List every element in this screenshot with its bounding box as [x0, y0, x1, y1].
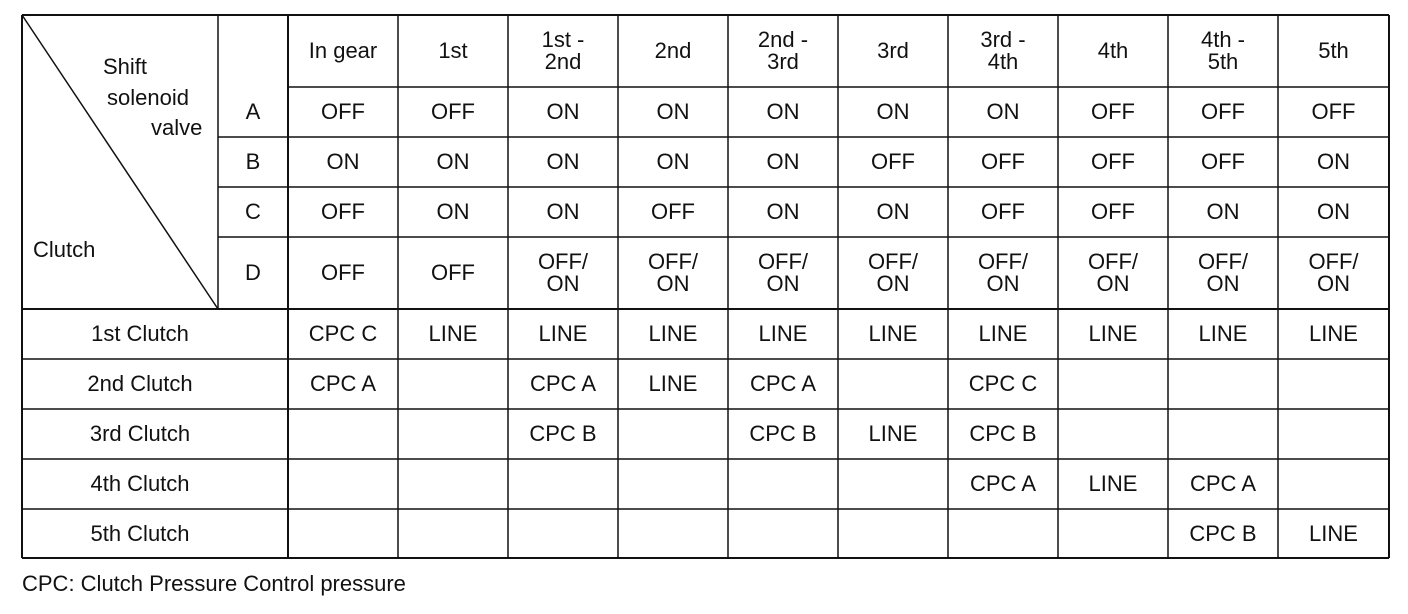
clutch-pressure-cell: LINE: [758, 321, 808, 346]
solenoid-state-cell: ON: [546, 149, 580, 174]
clutch-pressure-cell: CPC A: [749, 371, 817, 396]
solenoid-state-cell: ON: [766, 199, 800, 224]
solenoid-valve-label: C: [245, 199, 261, 224]
column-header: 3rd - 4th: [980, 27, 1026, 74]
clutch-pressure-cell: [288, 509, 398, 558]
clutch-pressure-cell: [398, 509, 508, 558]
clutch-pressure-cell: CPC B: [969, 421, 1037, 446]
clutch-pressure-cell: LINE: [428, 321, 478, 346]
solenoid-state-cell: OFF/ ON: [1308, 249, 1359, 296]
solenoid-state-cell: OFF: [981, 199, 1025, 224]
solenoid-state-cell: ON: [436, 199, 470, 224]
corner-valve-label: valve: [151, 115, 203, 140]
column-header: 1st: [438, 38, 468, 63]
clutch-pressure-cell: CPC B: [749, 421, 817, 446]
clutch-pressure-cell: LINE: [1309, 321, 1358, 346]
clutch-pressure-cell: [1058, 409, 1168, 459]
solenoid-state-cell: OFF/ ON: [867, 249, 919, 296]
clutch-pressure-cell: LINE: [868, 321, 918, 346]
clutch-pressure-cell: LINE: [1198, 321, 1248, 346]
clutch-pressure-cell: [398, 359, 508, 409]
clutch-pressure-cell: LINE: [648, 321, 698, 346]
solenoid-state-cell: ON: [1206, 199, 1240, 224]
solenoid-state-cell: ON: [986, 99, 1020, 124]
solenoid-state-cell: OFF: [981, 149, 1025, 174]
clutch-row-label: 4th Clutch: [90, 471, 190, 496]
clutch-pressure-cell: [948, 509, 1058, 558]
solenoid-state-cell: ON: [656, 99, 690, 124]
clutch-pressure-cell: [1168, 359, 1278, 409]
solenoid-state-cell: OFF: [871, 149, 915, 174]
solenoid-state-cell: ON: [1317, 199, 1350, 224]
solenoid-state-cell: ON: [436, 149, 470, 174]
corner-shift-label: Shift: [103, 54, 148, 79]
clutch-pressure-cell: CPC C: [308, 321, 378, 346]
clutch-pressure-cell: [618, 409, 728, 459]
clutch-pressure-cell: CPC A: [309, 371, 377, 396]
column-header: 2nd: [654, 38, 692, 63]
clutch-row-label: 2nd Clutch: [87, 371, 193, 396]
solenoid-state-cell: OFF: [1091, 199, 1135, 224]
clutch-pressure-cell: CPC B: [529, 421, 597, 446]
corner-clutch-label: Clutch: [33, 237, 96, 262]
clutch-pressure-cell: CPC A: [969, 471, 1037, 496]
clutch-pressure-cell: LINE: [1088, 321, 1138, 346]
clutch-row-label: 5th Clutch: [90, 520, 190, 546]
clutch-pressure-cell: [508, 459, 618, 509]
solenoid-state-cell: OFF/ ON: [1087, 249, 1139, 296]
solenoid-state-cell: ON: [326, 149, 360, 174]
clutch-pressure-cell: CPC A: [1189, 471, 1257, 496]
solenoid-state-cell: OFF/ ON: [537, 249, 589, 296]
solenoid-state-cell: OFF: [1311, 99, 1356, 124]
clutch-pressure-cell: LINE: [648, 371, 698, 396]
clutch-pressure-cell: CPC A: [529, 371, 597, 396]
solenoid-state-cell: OFF/ ON: [1197, 249, 1249, 296]
solenoid-state-cell: OFF: [321, 199, 365, 224]
clutch-pressure-cell: [508, 509, 618, 558]
solenoid-state-cell: ON: [876, 199, 910, 224]
clutch-pressure-cell: [1278, 409, 1389, 459]
clutch-pressure-cell: [1278, 459, 1389, 509]
solenoid-state-cell: OFF: [651, 199, 695, 224]
clutch-pressure-cell: [398, 459, 508, 509]
solenoid-state-cell: OFF: [1201, 149, 1245, 174]
clutch-row-label: 3rd Clutch: [89, 421, 191, 446]
solenoid-state-cell: OFF: [321, 99, 365, 124]
clutch-pressure-cell: [728, 459, 838, 509]
clutch-pressure-cell: [398, 409, 508, 459]
solenoid-state-cell: OFF: [431, 260, 475, 285]
solenoid-valve-label: D: [245, 260, 261, 285]
clutch-pressure-cell: [288, 409, 398, 459]
clutch-pressure-cell: [618, 509, 728, 558]
solenoid-state-cell: ON: [546, 99, 580, 124]
solenoid-state-cell: ON: [876, 99, 910, 124]
clutch-pressure-cell: [1058, 509, 1168, 558]
clutch-pressure-cell: [1278, 359, 1389, 409]
clutch-pressure-cell: [288, 459, 398, 509]
solenoid-state-cell: OFF: [1091, 99, 1135, 124]
clutch-row-label: 1st Clutch: [91, 321, 189, 346]
column-header: In gear: [308, 38, 378, 63]
column-header: 3rd: [877, 38, 909, 63]
corner-solenoid-label: solenoid: [107, 85, 189, 110]
solenoid-state-cell: OFF/ ON: [757, 249, 809, 296]
clutch-pressure-cell: CPC C: [968, 371, 1038, 396]
solenoid-state-cell: ON: [546, 199, 580, 224]
solenoid-state-cell: OFF: [321, 260, 365, 285]
clutch-pressure-cell: LINE: [1309, 520, 1358, 546]
solenoid-state-cell: ON: [1317, 149, 1350, 174]
solenoid-state-cell: ON: [766, 149, 800, 174]
clutch-pressure-cell: [728, 509, 838, 558]
clutch-pressure-cell: LINE: [1088, 471, 1138, 496]
solenoid-state-cell: OFF: [1201, 99, 1245, 124]
clutch-pressure-cell: [838, 459, 948, 509]
column-header: 4th - 5th: [1200, 27, 1246, 74]
solenoid-state-cell: OFF/ ON: [977, 249, 1029, 296]
column-header: 2nd - 3rd: [757, 27, 809, 74]
clutch-pressure-cell: LINE: [538, 321, 588, 346]
footnote: CPC: Clutch Pressure Control pressure: [22, 571, 406, 596]
clutch-pressure-cell: [618, 459, 728, 509]
clutch-pressure-cell: [838, 509, 948, 558]
clutch-pressure-cell: [1058, 359, 1168, 409]
solenoid-state-cell: ON: [656, 149, 690, 174]
solenoid-state-cell: OFF: [431, 99, 475, 124]
clutch-pressure-cell: [1168, 409, 1278, 459]
solenoid-state-cell: ON: [766, 99, 800, 124]
column-header: 5th: [1318, 38, 1349, 63]
solenoid-state-cell: OFF: [1091, 149, 1135, 174]
column-header: 4th: [1097, 38, 1129, 63]
solenoid-valve-label: B: [245, 149, 261, 174]
clutch-pressure-cell: [838, 359, 948, 409]
clutch-pressure-cell: LINE: [868, 421, 918, 446]
clutch-pressure-cell: LINE: [978, 321, 1028, 346]
column-header: 1st - 2nd: [541, 27, 585, 74]
clutch-pressure-cell: CPC B: [1189, 520, 1257, 546]
solenoid-valve-label: A: [245, 99, 261, 124]
solenoid-state-cell: OFF/ ON: [647, 249, 699, 296]
